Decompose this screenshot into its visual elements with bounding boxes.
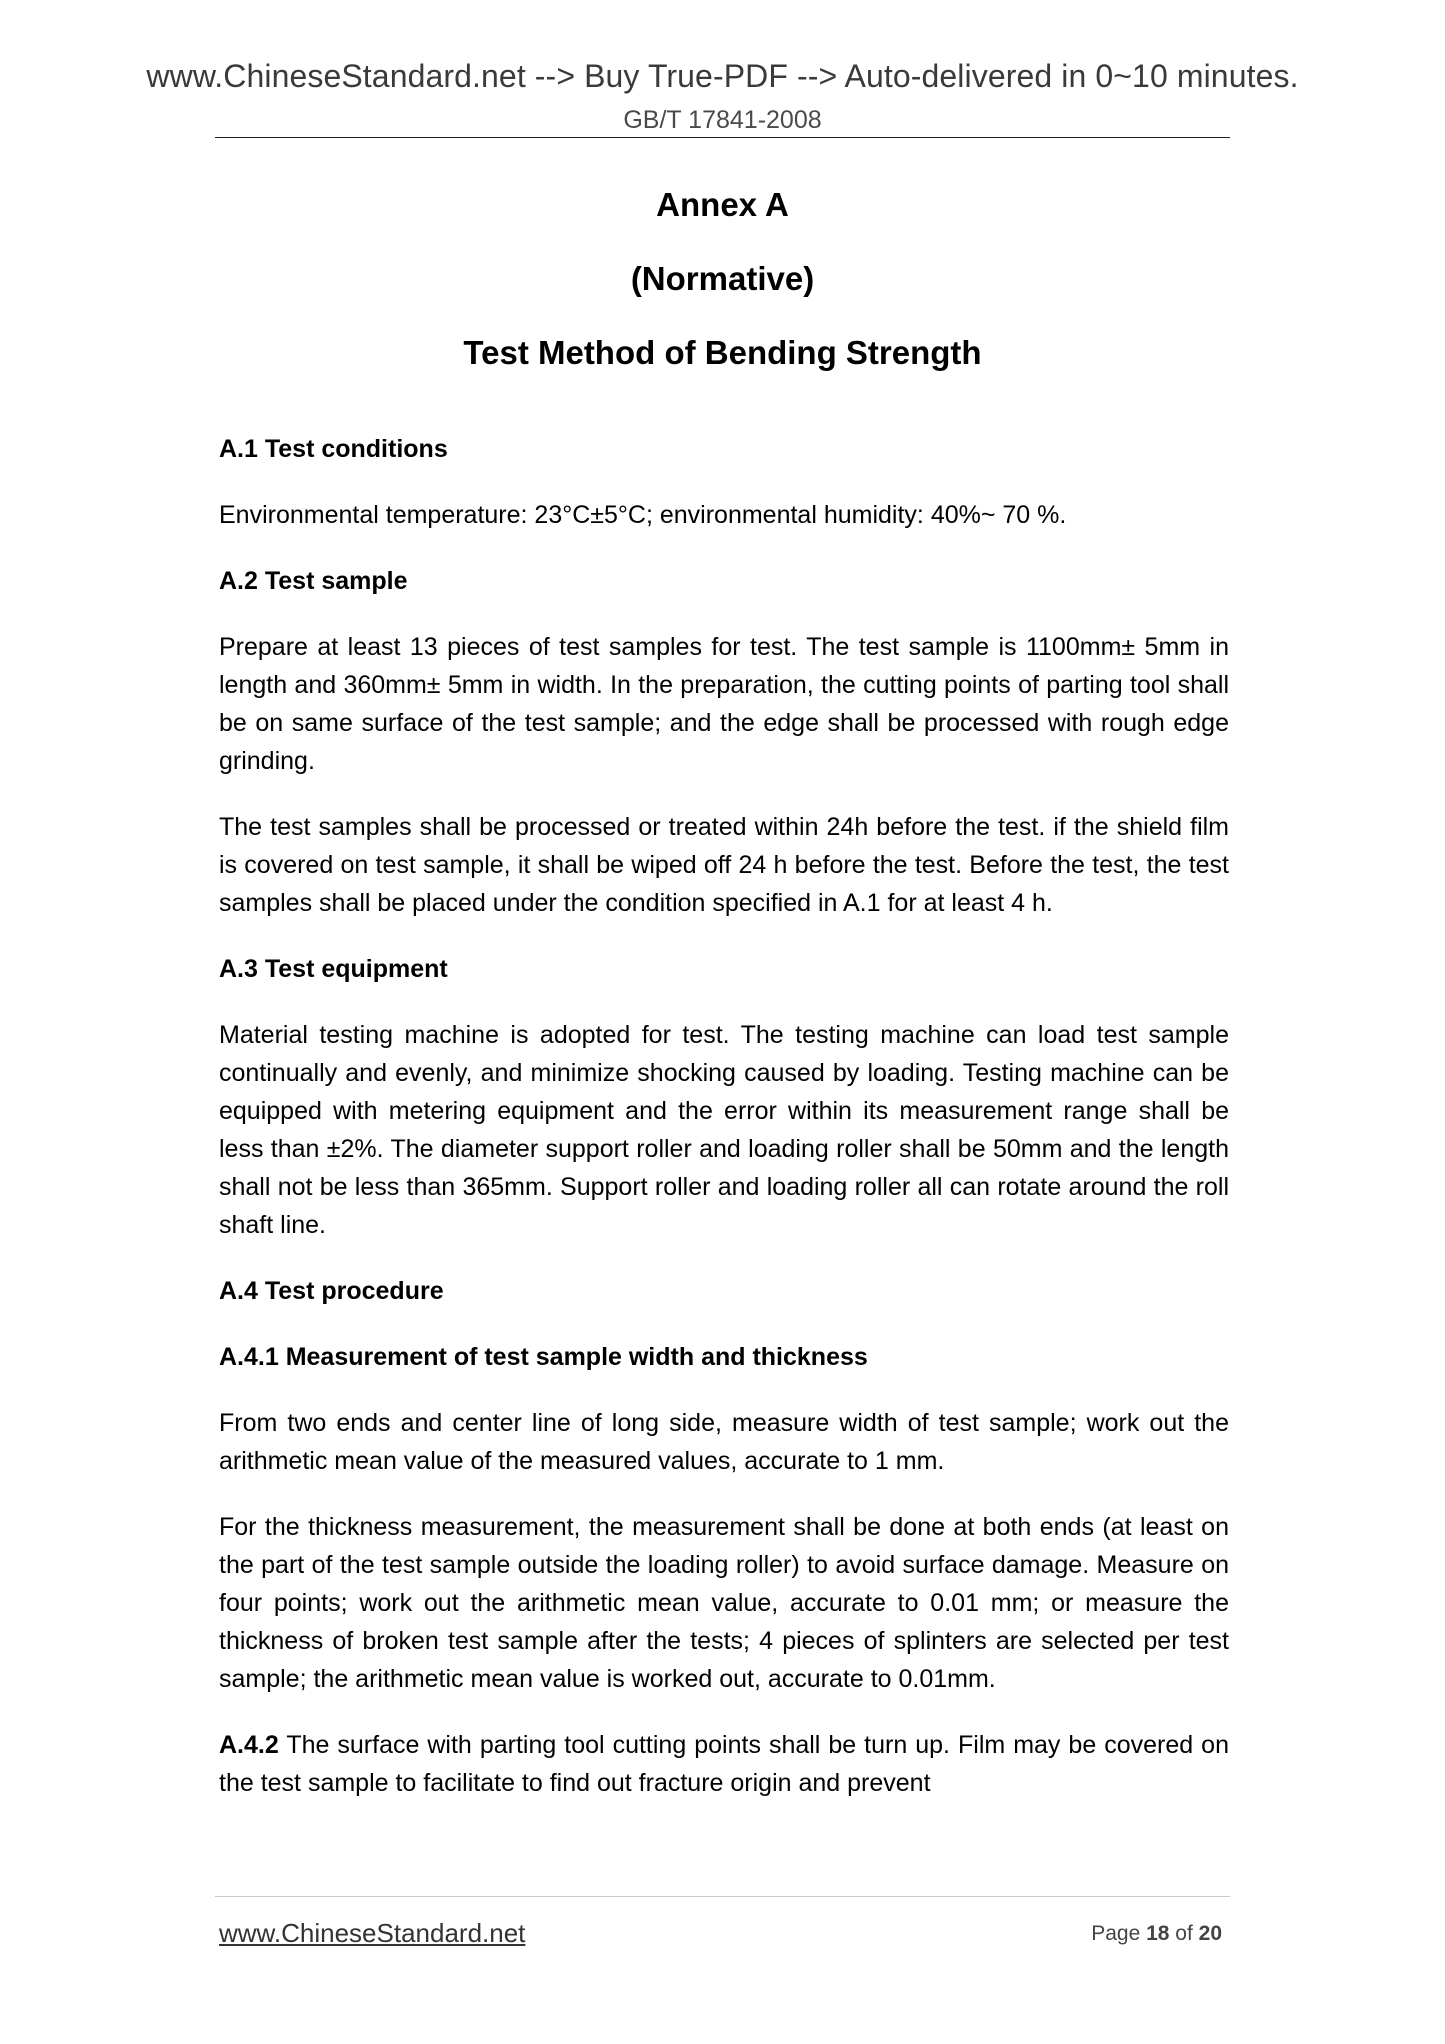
section-a41-paragraph-1: From two ends and center line of long side, measure width of test sample; work out the arithmetic mean value of the measured values, accurate to 1 mm. xyxy=(219,1409,1229,1475)
section-a3-paragraph-1: Material testing machine is adopted for test. The testing machine can load test sample continually and evenly, and minimize shocking caused by loading. Testing machine can be equipped with metering equipment and the error within its measurement range shall be less than ±2%. The diameter support roller and loading roller shall be 50mm and the length shall not be less than 365mm. Support roller and loading roller all can rotate around the roll shaft line. xyxy=(219,1021,1229,1239)
section-a2-paragraph-2: The test samples shall be processed or treated within 24h before the test. if the shield film is covered on test sample, it shall be wiped off 24 h before the test. Before the test, the test samples shall be placed under the condition specified in A.1 for at least 4 h. xyxy=(219,813,1229,917)
section-a4-title: A.4 Test procedure xyxy=(219,1277,444,1305)
section-a42-text: The surface with parting tool cutting points shall be turn up. Film may be covered on the test sample to facilitate to find out fracture origin and prevent xyxy=(219,1731,1229,1797)
section-a2-paragraph-1: Prepare at least 13 pieces of test samples for test. The test sample is 1100mm± 5mm in length and 360mm± 5mm in width. In the preparation, the cutting points of parting tool shall be on same surface of the test sample; and the edge shall be processed with rough edge grinding. xyxy=(219,633,1229,775)
page-indicator xyxy=(1010,1922,1222,1946)
page-number: 18 xyxy=(1146,1922,1170,1945)
section-a3-title: A.3 Test equipment xyxy=(219,955,448,983)
standard-code: GB/T 17841-2008 xyxy=(623,106,822,134)
section-a41-paragraph-2: For the thickness measurement, the measurement shall be done at both ends (at least on the part of the test sample outside the loading roller) to avoid surface damage. Measure on four points; work out the arithmetic mean value, accurate to 0.01 mm; or measure the thickness of broken test sample after the tests; 4 pieces of splinters are selected per test sample; the arithmetic mean value is worked out, accurate to 0.01mm. xyxy=(219,1513,1229,1693)
header-banner: www.ChineseStandard.net --> Buy True-PDF --> Auto-delivered in 0~10 minutes. xyxy=(146,58,1299,94)
section-a2-title: A.2 Test sample xyxy=(219,567,408,595)
section-a42-number: A.4.2 xyxy=(219,1731,279,1759)
document-body xyxy=(219,430,1229,1830)
page-separator: of xyxy=(1169,1922,1199,1945)
section-a1-paragraph-1: Environmental temperature: 23°C±5°C; environmental humidity: 40%~ 70 %. xyxy=(219,501,1067,529)
footer-divider xyxy=(215,1896,1230,1897)
section-a1-title: A.1 Test conditions xyxy=(219,435,448,463)
annex-type: (Normative) xyxy=(630,260,815,297)
footer-website-link[interactable]: www.ChineseStandard.net xyxy=(219,1918,526,1948)
section-a41-title: A.4.1 Measurement of test sample width and thickness xyxy=(219,1343,868,1371)
page-prefix: Page xyxy=(1091,1922,1147,1945)
annex-title: Annex A xyxy=(656,186,789,223)
section-a42-paragraph xyxy=(219,1726,1229,1802)
page-total: 20 xyxy=(1198,1922,1222,1945)
header-divider xyxy=(215,137,1230,138)
annex-subject: Test Method of Bending Strength xyxy=(463,334,982,371)
